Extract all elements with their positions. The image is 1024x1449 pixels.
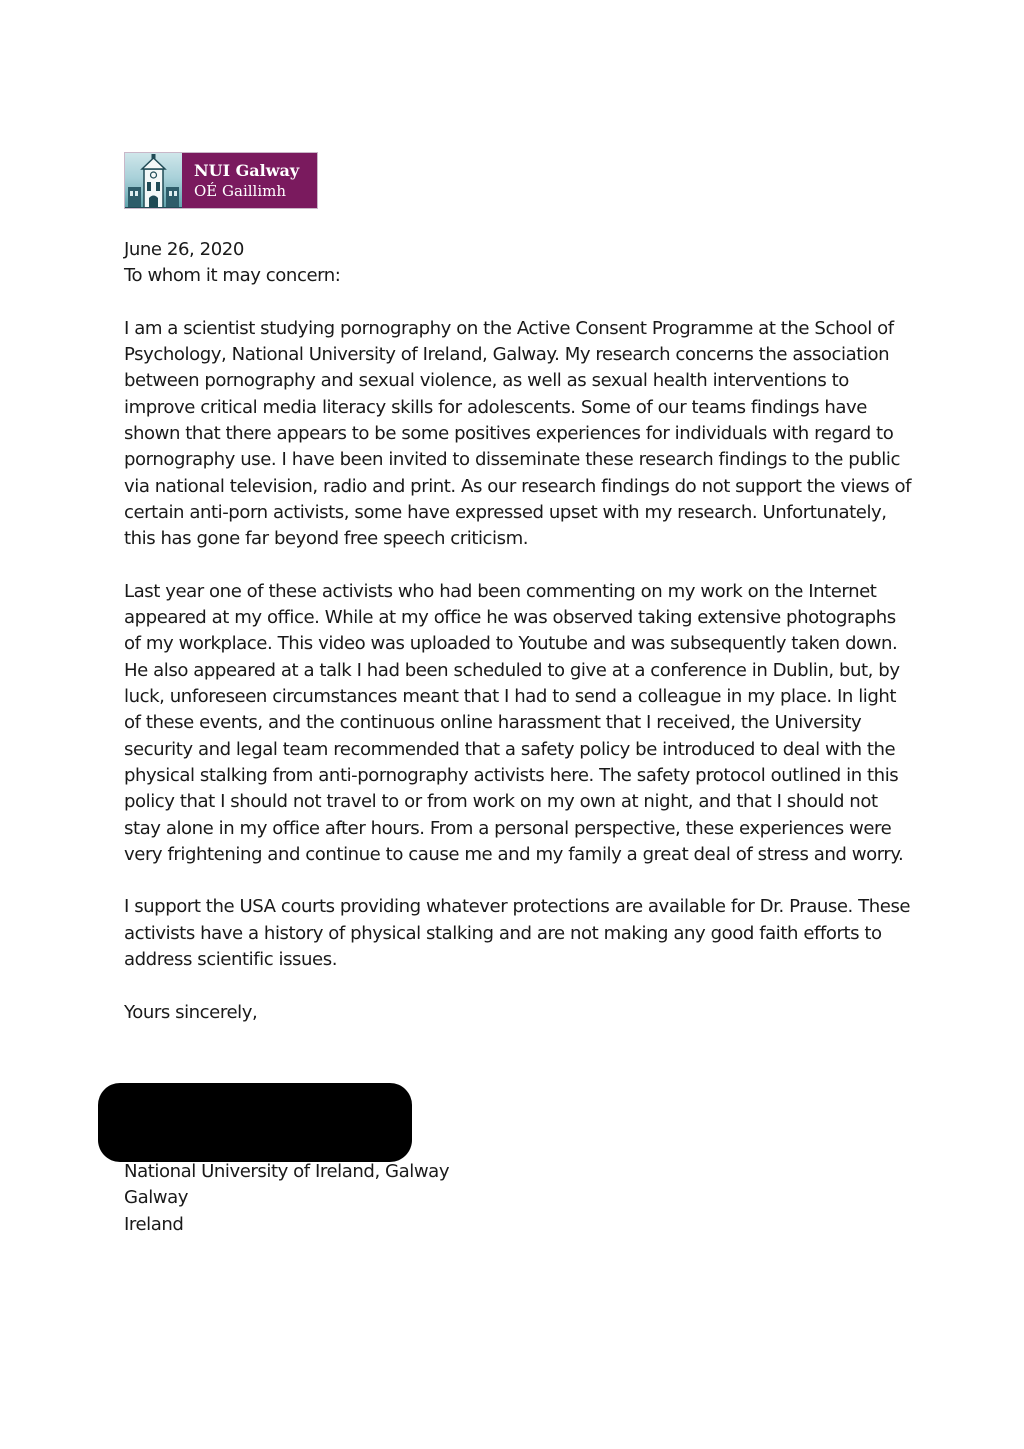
redacted-signature	[98, 1083, 412, 1162]
logo-wordmark	[182, 153, 317, 208]
letter-paragraph-3: I support the USA courts providing whatever protections are available for Dr. Prause. These activists have a history of physical stalking and are not making any good faith efforts to address scientific issues.	[124, 896, 911, 971]
letter-body	[124, 237, 914, 1026]
address-line: Galway	[124, 1187, 189, 1209]
letter-paragraph-1: I am a scientist studying pornography on the Active Consent Programme at the School of Psychology, National University of Ireland, Galway. My research concerns the association between pornography and sexual violence, as well as sexual health interventions to improve critical media literacy skills for adolescents. Some of our teams findings have shown that there appears to be some positives experiences for individuals with regard to pornography use. I have been invited to disseminate these research findings to the public via national television, radio and print. As our research findings do not support the views of certain anti-porn activists, some have expressed upset with my research. Unfortunately, this has gone far beyond free speech criticism.	[124, 317, 912, 550]
address-line: National University of Ireland, Galway	[124, 1161, 450, 1182]
signatory-address	[124, 1159, 449, 1238]
letter-closing: Yours sincerely,	[124, 1001, 258, 1023]
letter-paragraph-2: Last year one of these activists who had been commenting on my work on the Internet appeared at my office. While at my office he was observed taking extensive photographs of my workplace. This video was uploaded to Youtube and was subsequently taken down. He also appeared at a talk I had been scheduled to give at a conference in Dublin, but, by luck, unforeseen circumstances meant that I had to send a colleague in my place. In light of these events, and the continuous online harassment that I received, the University security and legal team recommended that a safety policy be introduced to deal with the physical stalking from anti-pornography activists here. The safety protocol outlined in this policy that I should not travel to or from work on my own at night, and that I should not stay alone in my office after hours. From a personal perspective, these experiences were very frightening and continue to cause me and my family a great deal of stress and worry.	[124, 580, 904, 865]
logo-name-irish: OÉ Gaillimh	[194, 182, 287, 200]
logo-name-english: NUI Galway	[194, 161, 300, 180]
university-logo	[124, 152, 318, 209]
clock-tower-icon	[125, 153, 182, 208]
letter-salutation: To whom it may concern:	[124, 265, 341, 287]
letter-date: June 26, 2020	[124, 239, 244, 260]
address-line: Ireland	[124, 1213, 184, 1235]
